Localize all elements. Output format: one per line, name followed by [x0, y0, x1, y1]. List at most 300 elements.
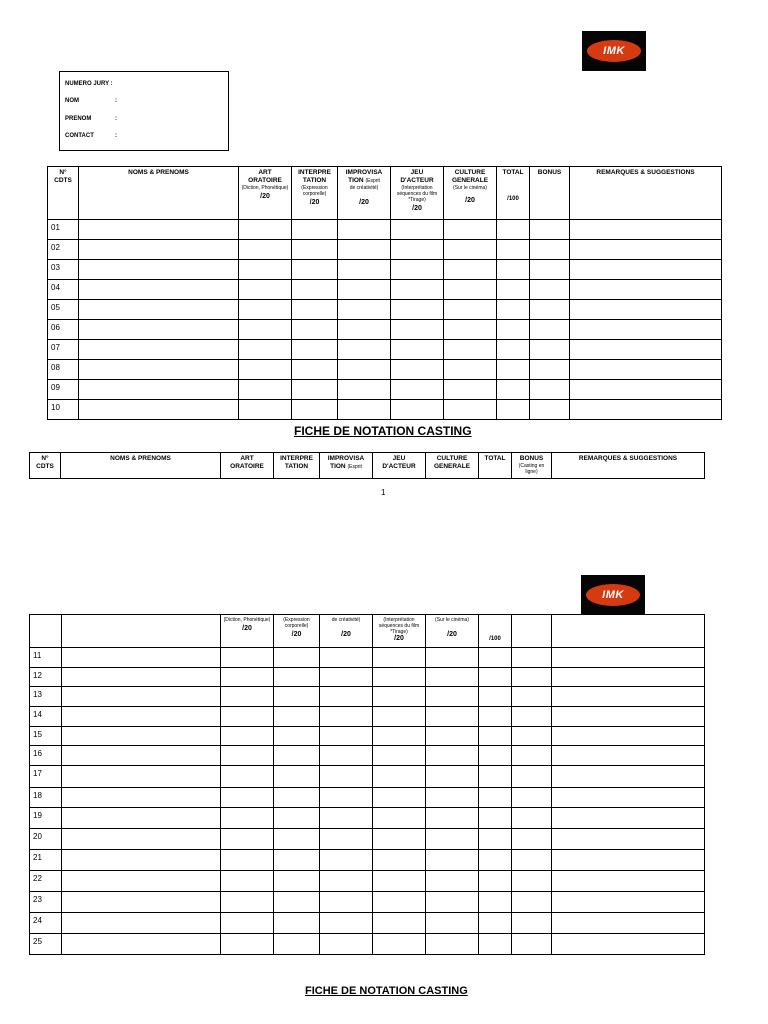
candidate-name-cell[interactable]	[62, 808, 221, 829]
bonus-cell[interactable]	[512, 934, 552, 955]
improvisation-cell[interactable]	[320, 766, 373, 788]
remarques-cell[interactable]	[570, 220, 722, 240]
improvisation-cell[interactable]	[320, 808, 373, 829]
culture-generale-cell[interactable]	[444, 380, 497, 400]
jeu-acteur-cell[interactable]	[373, 687, 426, 707]
bonus-cell[interactable]	[512, 687, 552, 707]
jeu-acteur-cell[interactable]	[373, 808, 426, 829]
candidate-name-cell[interactable]	[79, 240, 239, 260]
interpretation-cell[interactable]	[292, 240, 338, 260]
remarques-cell[interactable]	[552, 746, 705, 766]
candidate-row	[48, 400, 722, 420]
culture-generale-cell[interactable]	[426, 934, 479, 955]
remarques-cell[interactable]	[570, 380, 722, 400]
score-max: /20	[394, 635, 404, 642]
jeu-acteur-cell[interactable]	[391, 240, 444, 260]
culture-generale-cell[interactable]	[426, 871, 479, 892]
contact-colon: :	[115, 133, 117, 139]
art-oratoire-cell[interactable]	[221, 829, 274, 850]
remarques-cell[interactable]	[570, 260, 722, 280]
culture-generale-cell[interactable]	[444, 240, 497, 260]
jeu-acteur-cell[interactable]	[373, 871, 426, 892]
header-interpretation	[292, 167, 338, 220]
art-oratoire-cell[interactable]	[239, 380, 292, 400]
art-oratoire-cell[interactable]	[221, 913, 274, 934]
bonus-cell[interactable]	[530, 380, 570, 400]
score-max: /20	[242, 625, 252, 632]
bonus-cell[interactable]	[512, 707, 552, 727]
remarques-cell[interactable]	[552, 687, 705, 707]
candidate-name-cell[interactable]	[79, 380, 239, 400]
remarques-cell[interactable]	[570, 240, 722, 260]
candidate-name-cell[interactable]	[62, 913, 221, 934]
culture-generale-cell[interactable]	[426, 850, 479, 871]
bonus-cell[interactable]	[512, 727, 552, 746]
improvisation-cell[interactable]	[338, 360, 391, 380]
improvisation-cell[interactable]	[320, 648, 373, 668]
footer-header-interp	[274, 453, 320, 479]
bonus-cell[interactable]	[530, 320, 570, 340]
culture-generale-cell[interactable]	[426, 648, 479, 668]
candidate-name-cell[interactable]	[79, 400, 239, 420]
improvisation-cell[interactable]	[320, 668, 373, 687]
prenom-colon: :	[115, 116, 117, 122]
header-art: ART	[258, 169, 272, 176]
bonus-cell[interactable]	[530, 300, 570, 320]
bonus-cell[interactable]	[512, 871, 552, 892]
remarques-cell[interactable]	[552, 668, 705, 687]
jeu-acteur-cell[interactable]	[373, 913, 426, 934]
culture-generale-cell[interactable]	[426, 829, 479, 850]
improvisation-cell[interactable]	[320, 727, 373, 746]
bonus-cell[interactable]	[530, 280, 570, 300]
candidate-name-cell[interactable]	[62, 727, 221, 746]
nom-colon: :	[115, 98, 117, 104]
art-oratoire-cell[interactable]	[239, 300, 292, 320]
interpretation-cell[interactable]	[292, 260, 338, 280]
improvisation-cell[interactable]	[338, 400, 391, 420]
art-oratoire-cell[interactable]	[221, 746, 274, 766]
interpretation-cell[interactable]	[274, 892, 320, 913]
art-oratoire-cell[interactable]	[221, 871, 274, 892]
nom-row	[65, 98, 117, 104]
candidate-row	[48, 360, 722, 380]
interpretation-cell[interactable]	[274, 808, 320, 829]
improvisation-cell[interactable]	[320, 687, 373, 707]
numero-jury-label: NUMERO JURY :	[65, 81, 113, 87]
interpretation-cell[interactable]	[274, 707, 320, 727]
interpretation-cell[interactable]	[274, 727, 320, 746]
candidate-number: 25	[30, 934, 62, 955]
page2-header-culture	[426, 615, 479, 648]
candidate-number: 17	[30, 766, 62, 788]
page2-header-interp	[274, 615, 320, 648]
candidate-number: 02	[48, 240, 79, 260]
header-culture: CULTURE	[454, 169, 486, 176]
interpretation-cell[interactable]	[274, 788, 320, 808]
candidate-number: 08	[48, 360, 79, 380]
jeu-acteur-cell[interactable]	[373, 766, 426, 788]
candidate-number: 19	[30, 808, 62, 829]
candidate-row	[30, 766, 705, 788]
remarques-cell[interactable]	[552, 648, 705, 668]
header-tation: TATION	[302, 177, 327, 184]
total-cell[interactable]	[497, 360, 530, 380]
header-generale: GENERALE	[433, 463, 471, 470]
header-interpre: INTERPRE	[298, 169, 331, 176]
candidate-row	[30, 829, 705, 850]
art-oratoire-cell[interactable]	[221, 648, 274, 668]
art-oratoire-cell[interactable]	[221, 727, 274, 746]
interpretation-cell[interactable]	[292, 400, 338, 420]
candidate-row	[30, 746, 705, 766]
candidate-row	[30, 727, 705, 746]
jeu-acteur-cell[interactable]	[373, 707, 426, 727]
header-culture: CULTURE	[436, 455, 468, 462]
bonus-cell[interactable]	[512, 746, 552, 766]
culture-generale-cell[interactable]	[444, 360, 497, 380]
total-cell[interactable]	[479, 788, 512, 808]
improvisation-cell[interactable]	[320, 788, 373, 808]
interpretation-cell[interactable]	[274, 766, 320, 788]
bonus-cell[interactable]	[512, 788, 552, 808]
candidate-name-cell[interactable]	[62, 766, 221, 788]
bonus-cell[interactable]	[530, 260, 570, 280]
candidate-name-cell[interactable]	[62, 892, 221, 913]
jeu-acteur-cell[interactable]	[391, 400, 444, 420]
art-oratoire-cell[interactable]	[221, 808, 274, 829]
candidate-name-cell[interactable]	[62, 871, 221, 892]
candidate-name-cell[interactable]	[62, 707, 221, 727]
candidate-number: 21	[30, 850, 62, 871]
total-cell[interactable]	[497, 220, 530, 240]
culture-generale-cell[interactable]	[444, 300, 497, 320]
total-cell[interactable]	[479, 892, 512, 913]
jeu-acteur-cell[interactable]	[391, 260, 444, 280]
jeu-acteur-cell[interactable]	[373, 727, 426, 746]
candidate-row	[30, 788, 705, 808]
jeu-acteur-cell[interactable]	[373, 788, 426, 808]
interpretation-cell[interactable]	[274, 913, 320, 934]
candidate-number: 23	[30, 892, 62, 913]
culture-generale-cell[interactable]	[426, 892, 479, 913]
header-tion: TION	[330, 463, 346, 470]
culture-generale-cell[interactable]	[426, 727, 479, 746]
bonus-cell[interactable]	[512, 766, 552, 788]
improvisation-cell[interactable]	[338, 280, 391, 300]
header-dacteur: D'ACTEUR	[382, 463, 416, 470]
bonus-cell[interactable]	[512, 850, 552, 871]
remarques-cell[interactable]	[552, 850, 705, 871]
candidate-number: 11	[30, 648, 62, 668]
candidate-row	[48, 300, 722, 320]
candidate-name-cell[interactable]	[79, 220, 239, 240]
remarques-cell[interactable]	[552, 913, 705, 934]
interpretation-cell[interactable]	[274, 746, 320, 766]
improvisation-cell[interactable]	[338, 260, 391, 280]
remarques-cell[interactable]	[552, 727, 705, 746]
remarques-cell[interactable]	[552, 766, 705, 788]
art-oratoire-cell[interactable]	[221, 668, 274, 687]
art-oratoire-cell[interactable]	[239, 260, 292, 280]
candidate-number: 13	[30, 687, 62, 707]
candidate-name-cell[interactable]	[79, 280, 239, 300]
total-cell[interactable]	[497, 280, 530, 300]
candidate-number: 24	[30, 913, 62, 934]
interpretation-cell[interactable]	[292, 300, 338, 320]
header-interp-sub: (Expression corporelle)	[283, 617, 310, 629]
total-cell[interactable]	[479, 913, 512, 934]
remarques-cell[interactable]	[570, 400, 722, 420]
header-jeu: JEU	[392, 455, 406, 462]
remarques-cell[interactable]	[552, 871, 705, 892]
candidate-name-cell[interactable]	[62, 850, 221, 871]
total-cell[interactable]	[479, 766, 512, 788]
jeu-acteur-cell[interactable]	[373, 829, 426, 850]
header-esprit: (Esprit	[347, 464, 362, 470]
page2-header-n	[30, 615, 62, 648]
page2-header-jeu	[373, 615, 426, 648]
score-max: /20	[260, 193, 270, 200]
total-cell[interactable]	[479, 648, 512, 668]
culture-generale-cell[interactable]	[444, 280, 497, 300]
header-remarques: REMARQUES & SUGGESTIONS	[570, 167, 722, 220]
culture-generale-cell[interactable]	[444, 260, 497, 280]
art-oratoire-cell[interactable]	[221, 850, 274, 871]
interpretation-cell[interactable]	[292, 220, 338, 240]
culture-generale-cell[interactable]	[426, 766, 479, 788]
total-cell[interactable]	[479, 850, 512, 871]
total-cell[interactable]	[479, 727, 512, 746]
candidate-name-cell[interactable]	[62, 746, 221, 766]
header-improvisation	[338, 167, 391, 220]
header-tation: TATION	[284, 463, 309, 470]
improvisation-cell[interactable]	[320, 746, 373, 766]
candidate-name-cell[interactable]	[79, 260, 239, 280]
jeu-acteur-cell[interactable]	[391, 380, 444, 400]
remarques-cell[interactable]	[570, 340, 722, 360]
culture-generale-cell[interactable]	[426, 788, 479, 808]
candidate-row	[48, 240, 722, 260]
header-improvisa: IMPROVISA	[345, 169, 383, 176]
total-cell[interactable]	[479, 746, 512, 766]
total-cell[interactable]	[479, 871, 512, 892]
nom-label: NOM	[65, 98, 79, 104]
culture-generale-cell[interactable]	[444, 220, 497, 240]
art-oratoire-cell[interactable]	[239, 320, 292, 340]
improvisation-cell[interactable]	[338, 300, 391, 320]
improvisation-cell[interactable]	[320, 850, 373, 871]
remarques-cell[interactable]	[570, 300, 722, 320]
art-oratoire-cell[interactable]	[221, 892, 274, 913]
art-oratoire-cell[interactable]	[239, 220, 292, 240]
imk-logo	[582, 31, 646, 71]
candidate-name-cell[interactable]	[79, 300, 239, 320]
remarques-cell[interactable]	[570, 360, 722, 380]
jeu-acteur-cell[interactable]	[391, 220, 444, 240]
header-total-label: TOTAL	[502, 169, 524, 176]
interpretation-cell[interactable]	[274, 668, 320, 687]
jeu-acteur-cell[interactable]	[391, 280, 444, 300]
bonus-cell[interactable]	[512, 892, 552, 913]
improvisation-cell[interactable]	[338, 240, 391, 260]
jeu-acteur-cell[interactable]	[391, 360, 444, 380]
art-oratoire-cell[interactable]	[239, 360, 292, 380]
total-cell[interactable]	[497, 240, 530, 260]
prenom-label: PRENOM	[65, 116, 92, 122]
imk-logo-oval	[586, 584, 640, 606]
score-max: /20	[291, 631, 302, 638]
improvisation-cell[interactable]	[338, 340, 391, 360]
candidate-name-cell[interactable]	[62, 668, 221, 687]
candidate-row	[30, 707, 705, 727]
total-cell[interactable]	[479, 668, 512, 687]
total-cell[interactable]	[479, 934, 512, 955]
jeu-acteur-cell[interactable]	[373, 892, 426, 913]
total-cell[interactable]	[497, 380, 530, 400]
candidate-name-cell[interactable]	[79, 320, 239, 340]
improvisation-cell[interactable]	[320, 871, 373, 892]
art-oratoire-cell[interactable]	[221, 788, 274, 808]
bonus-cell[interactable]	[512, 808, 552, 829]
art-oratoire-cell[interactable]	[239, 340, 292, 360]
header-bonus: BONUS	[530, 167, 570, 220]
art-oratoire-cell[interactable]	[221, 687, 274, 707]
interpretation-cell[interactable]	[292, 380, 338, 400]
header-art-sub: (Diction, Phonétique)	[241, 185, 289, 191]
interpretation-cell[interactable]	[274, 829, 320, 850]
bonus-cell[interactable]	[530, 360, 570, 380]
interpretation-cell[interactable]	[274, 934, 320, 955]
total-cell[interactable]	[497, 400, 530, 420]
jeu-acteur-cell[interactable]	[373, 668, 426, 687]
interpretation-cell[interactable]	[274, 687, 320, 707]
bonus-cell[interactable]	[530, 240, 570, 260]
jeu-acteur-cell[interactable]	[373, 648, 426, 668]
bonus-cell[interactable]	[512, 913, 552, 934]
candidate-row	[48, 220, 722, 240]
remarques-cell[interactable]	[570, 280, 722, 300]
candidate-name-cell[interactable]	[62, 648, 221, 668]
jeu-acteur-cell[interactable]	[391, 300, 444, 320]
improvisation-cell[interactable]	[320, 829, 373, 850]
jeu-acteur-cell[interactable]	[391, 340, 444, 360]
score-table-page2-body	[30, 648, 705, 955]
total-cell[interactable]	[479, 707, 512, 727]
remarques-cell[interactable]	[552, 829, 705, 850]
header-cdts: CDTS	[54, 177, 72, 184]
total-cell[interactable]	[479, 687, 512, 707]
culture-generale-cell[interactable]	[426, 707, 479, 727]
bonus-cell[interactable]	[512, 829, 552, 850]
interpretation-cell[interactable]	[274, 871, 320, 892]
art-oratoire-cell[interactable]	[221, 707, 274, 727]
candidate-name-cell[interactable]	[62, 934, 221, 955]
header-oratoire: ORATOIRE	[248, 177, 282, 184]
header-jeu-acteur	[391, 167, 444, 220]
interpretation-cell[interactable]	[292, 360, 338, 380]
candidate-name-cell[interactable]	[62, 788, 221, 808]
culture-generale-cell[interactable]	[426, 913, 479, 934]
remarques-cell[interactable]	[552, 892, 705, 913]
bonus-cell[interactable]	[512, 668, 552, 687]
remarques-cell[interactable]	[552, 934, 705, 955]
bonus-cell[interactable]	[530, 400, 570, 420]
improvisation-cell[interactable]	[320, 707, 373, 727]
total-cell[interactable]	[497, 260, 530, 280]
remarques-cell[interactable]	[552, 707, 705, 727]
total-cell[interactable]	[497, 320, 530, 340]
jeu-acteur-cell[interactable]	[373, 746, 426, 766]
jeu-acteur-cell[interactable]	[373, 934, 426, 955]
remarques-cell[interactable]	[552, 808, 705, 829]
bonus-cell[interactable]	[530, 340, 570, 360]
jeu-acteur-cell[interactable]	[373, 850, 426, 871]
total-cell[interactable]	[479, 829, 512, 850]
score-max: /20	[341, 631, 351, 638]
interpretation-cell[interactable]	[292, 280, 338, 300]
footer-header-noms: NOMS & PRENOMS	[61, 453, 221, 479]
culture-generale-cell[interactable]	[426, 808, 479, 829]
culture-generale-cell[interactable]	[426, 668, 479, 687]
header-jeu: JEU	[410, 169, 424, 176]
culture-generale-cell[interactable]	[444, 320, 497, 340]
header-culture-sub: (Sur le cinéma)	[435, 617, 469, 623]
culture-generale-cell[interactable]	[444, 400, 497, 420]
total-cell[interactable]	[497, 300, 530, 320]
remarques-cell[interactable]	[552, 788, 705, 808]
header-interp-sub: (Expression corporelle)	[301, 185, 328, 197]
candidate-name-cell[interactable]	[62, 829, 221, 850]
culture-generale-cell[interactable]	[444, 340, 497, 360]
art-oratoire-cell[interactable]	[239, 280, 292, 300]
culture-generale-cell[interactable]	[426, 746, 479, 766]
improvisation-cell[interactable]	[338, 380, 391, 400]
culture-generale-cell[interactable]	[426, 687, 479, 707]
logo-text: IMK	[602, 589, 624, 601]
art-oratoire-cell[interactable]	[239, 400, 292, 420]
candidate-name-cell[interactable]	[79, 360, 239, 380]
remarques-cell[interactable]	[570, 320, 722, 340]
bonus-cell[interactable]	[530, 220, 570, 240]
candidate-name-cell[interactable]	[79, 340, 239, 360]
header-n: N°	[41, 455, 49, 462]
bonus-cell[interactable]	[512, 648, 552, 668]
candidate-name-cell[interactable]	[62, 687, 221, 707]
improvisation-cell[interactable]	[338, 320, 391, 340]
score-max-100: /100	[489, 636, 501, 642]
interpretation-cell[interactable]	[292, 340, 338, 360]
interpretation-cell[interactable]	[274, 850, 320, 871]
interpretation-cell[interactable]	[274, 648, 320, 668]
candidate-row	[30, 808, 705, 829]
improvisation-cell[interactable]	[320, 892, 373, 913]
improvisation-cell[interactable]	[320, 913, 373, 934]
art-oratoire-cell[interactable]	[221, 934, 274, 955]
page2-header-row	[30, 615, 705, 648]
art-oratoire-cell[interactable]	[221, 766, 274, 788]
interpretation-cell[interactable]	[292, 320, 338, 340]
improvisation-cell[interactable]	[320, 934, 373, 955]
jeu-acteur-cell[interactable]	[391, 320, 444, 340]
total-cell[interactable]	[479, 808, 512, 829]
footer-header-row	[30, 453, 705, 479]
header-dacteur: D'ACTEUR	[400, 177, 434, 184]
total-cell[interactable]	[497, 340, 530, 360]
header-art-oratoire	[239, 167, 292, 220]
improvisation-cell[interactable]	[338, 220, 391, 240]
art-oratoire-cell[interactable]	[239, 240, 292, 260]
